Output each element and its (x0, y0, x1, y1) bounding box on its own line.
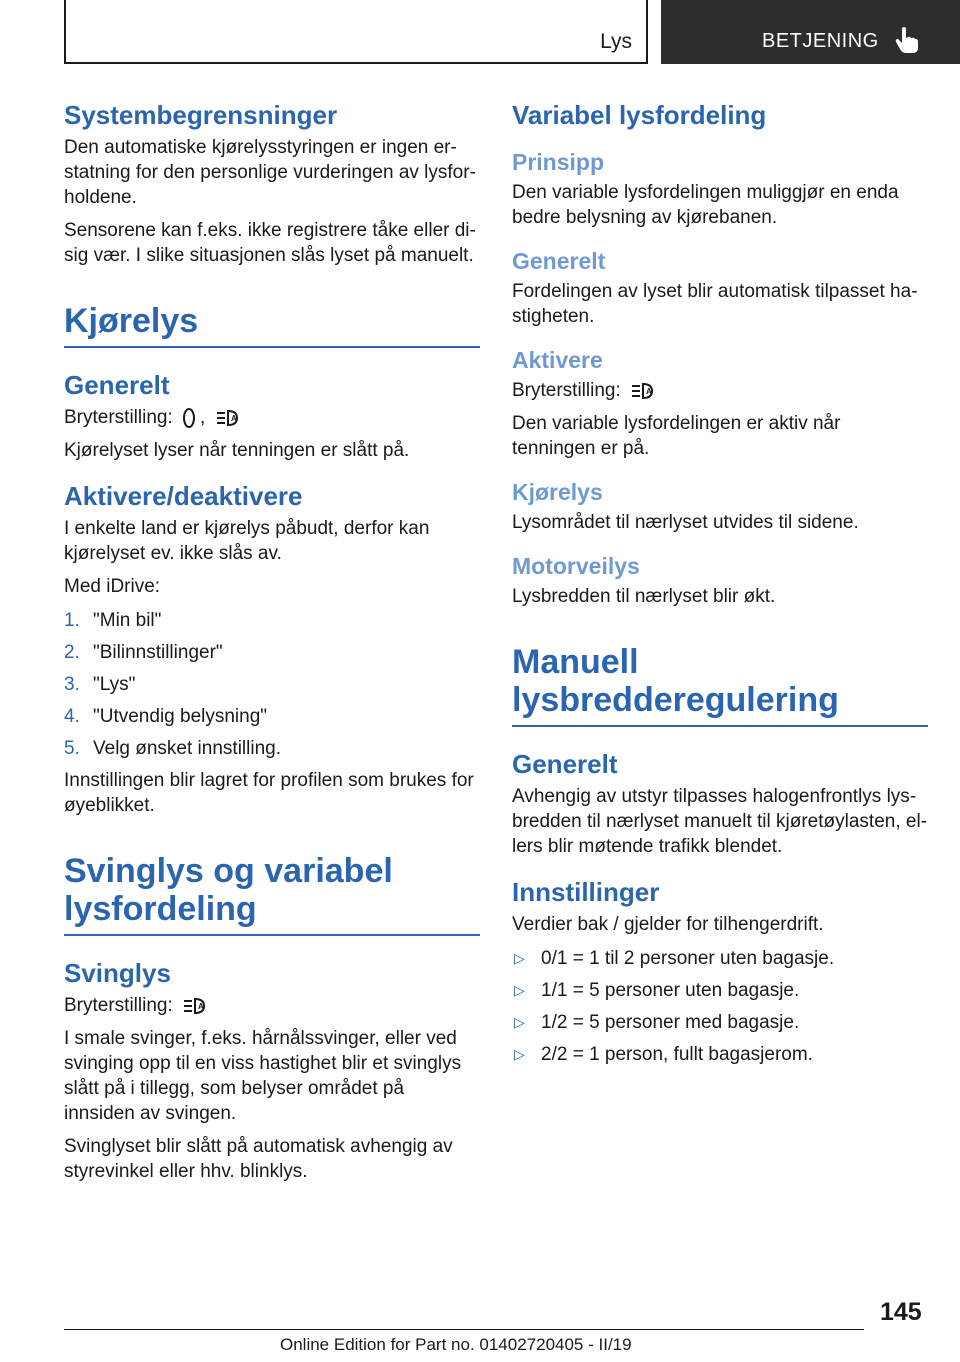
variabel-kjorelys-heading: Kjørelys (512, 479, 603, 505)
svg-text:A: A (230, 413, 237, 423)
systembegrensninger-p1: Den automatiske kjørelysstyringen er ingen erstatning for den personlige vurderingen av lysforholdene. (64, 137, 476, 208)
triangle-bullet-icon: ▷ (514, 1046, 525, 1062)
manuell-chapter-title: Manuell lysbredderegulering (512, 643, 928, 727)
innstillinger-heading: Innstillinger (512, 877, 660, 907)
list-item: 2. "Bilinnstillinger" (64, 642, 223, 663)
svg-text:A: A (646, 386, 652, 396)
list-item: 1. "Min bil" (64, 610, 162, 631)
kjorelys-generelt-heading: Generelt (64, 370, 170, 400)
kjorelys-bryter-line (64, 405, 480, 430)
header-chapter-box (661, 0, 960, 64)
svinglys-bryter-label: Bryterstilling: (64, 995, 173, 1016)
svinglys-p2: Svinglyset blir slått på automatisk avhengig av styrevinkel eller hhv. blinklys. (64, 1136, 453, 1182)
variabel-lysfordeling-heading: Variabel lysfordeling (512, 100, 767, 130)
auto-headlight-icon (630, 380, 656, 402)
variabel-bryter-line (512, 378, 928, 403)
manuell-generelt-heading: Generelt (512, 749, 618, 779)
variabel-p3: Den variable lysfordelingen er aktiv når tenningen er på. (512, 413, 841, 459)
kjorelys-chapter-title: Kjørelys (64, 302, 480, 348)
triangle-bullet-icon: ▷ (514, 950, 525, 966)
variabel-aktivere-heading: Aktivere (512, 347, 603, 373)
svinglys-bryter-line (64, 993, 480, 1018)
svinglys-heading: Svinglys (64, 958, 171, 988)
auto-headlight-icon (182, 995, 208, 1017)
auto-headlight-icon (215, 407, 241, 429)
svinglys-chapter-title: Svinglys og variabel lysfordeling (64, 852, 480, 936)
variabel-generelt-heading: Generelt (512, 248, 606, 274)
systembegrensninger-p2: Sensorene kan f.eks. ikke registrere tåke eller disig vær. I slike situasjonen slås lyset på manuelt. (64, 220, 476, 266)
page-number: 145 (880, 1298, 922, 1326)
kjorelys-p3: Med iDrive: (64, 576, 161, 597)
left-column (64, 100, 480, 1184)
header-chapter-label: BETJENING (762, 30, 879, 52)
kjorelys-p4: Innstillingen blir lagret for profilen som brukes for øyeblikket. (64, 770, 474, 816)
footer-edition: Online Edition for Part no. 01402720405 - II/19 (280, 1335, 632, 1354)
svinglys-p1: I smale svinger, f.eks. hårnålssvinger, eller ved svinging opp til en viss hastighet blir et svinglys slått på i tillegg, som belyser området på innsiden av svingen. (64, 1028, 462, 1124)
svg-text:A: A (198, 1001, 204, 1011)
light-switch-zero-icon (182, 407, 196, 429)
variabel-p2: Fordelingen av lyset blir automatisk tilpasset hastigheten. (512, 281, 918, 327)
idrive-steps-list (64, 608, 480, 761)
triangle-bullet-icon: ▷ (514, 1014, 525, 1030)
variabel-p1: Den variable lysfordelingen muliggjør en enda bedre belysning av kjørebanen. (512, 182, 899, 228)
variabel-bryter-label: Bryterstilling: (512, 380, 621, 401)
list-item: 3. "Lys" (64, 674, 136, 695)
hand-pointer-icon (894, 26, 920, 54)
kjorelys-bryter-label: Bryterstilling: (64, 407, 173, 428)
list-item: ▷ 0/1 = 1 til 2 personer uten bagasje. (514, 948, 835, 969)
aktivere-deaktivere-heading: Aktivere/deaktivere (64, 481, 303, 511)
bryter-separator: , (200, 407, 206, 428)
variabel-p4: Lysområdet til nærlyset utvides til sidene. (512, 512, 859, 533)
systembegrensninger-heading: Systembegrensninger (64, 100, 338, 130)
header-section-box (64, 0, 648, 64)
manuell-p2: Verdier bak / gjelder for tilhengerdrift. (512, 914, 824, 935)
variabel-p5: Lysbredden til nærlyset blir økt. (512, 586, 776, 607)
list-item: 4. "Utvendig belysning" (64, 706, 268, 727)
kjorelys-p1: Kjørelyset lyser når tenningen er slått på. (64, 440, 410, 461)
triangle-bullet-icon: ▷ (514, 982, 525, 998)
list-item: ▷ 1/2 = 5 personer med bagasje. (514, 1012, 800, 1033)
footer-divider (64, 1329, 864, 1330)
list-item: ▷ 1/1 = 5 personer uten bagasje. (514, 980, 800, 1001)
manuell-p1: Avhengig av utstyr tilpasses halogenfrontlys lysbredden til nærlyset manuelt til kjøretøylasten, ellers blir møtende trafikk blendet. (512, 786, 927, 857)
motorveilys-heading: Motorveilys (512, 553, 640, 579)
right-column (512, 100, 928, 1074)
kjorelys-p2: I enkelte land er kjørelys påbudt, derfor kan kjørelyset ev. ikke slås av. (64, 518, 430, 564)
list-item: ▷ 2/2 = 1 person, fullt bagasjerom. (514, 1044, 813, 1065)
innstillinger-list (512, 946, 928, 1067)
header-section-label: Lys (600, 30, 632, 53)
prinsipp-heading: Prinsipp (512, 149, 605, 175)
list-item: 5. Velg ønsket innstilling. (64, 738, 281, 759)
